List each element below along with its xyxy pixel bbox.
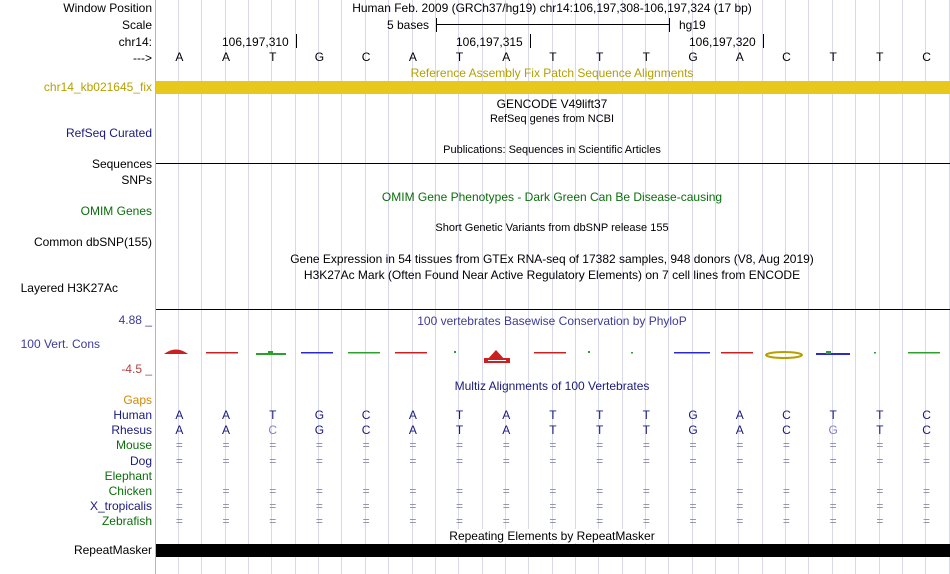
fix-patch-track-title: Reference Assembly Fix Patch Sequence Alignments [410,66,694,80]
alignment-base: = [315,499,323,514]
base-letter: G [314,50,325,64]
species-label[interactable]: Elephant [104,468,152,483]
alignment-base: C [922,423,931,438]
alignment-base: T [549,423,557,438]
species-label[interactable]: X_tropicalis [89,499,152,514]
alignment-base: G [314,423,325,438]
alignment-base: = [642,438,650,453]
alignment-base: = [502,484,510,498]
alignment-base: = [782,453,790,468]
alignment-base: = [175,499,183,514]
alignment-base: = [596,499,604,514]
alignment-base: = [502,499,510,514]
alignment-base: A [735,408,744,422]
species-label[interactable]: Mouse [115,438,152,453]
base-letter: A [735,50,744,64]
coord-tick [296,34,297,48]
h3k27ac-track-label[interactable]: Layered H3K27Ac [20,281,118,295]
base-letter: A [222,50,231,64]
base-letter: A [502,50,511,64]
alignment-base: = [876,514,884,529]
coord-tick [530,34,531,48]
alignment-base: = [923,499,931,514]
alignment-base: = [175,438,183,453]
h3k27ac-baseline [156,309,950,310]
coord-tick-label: 106,197,310 [222,35,289,49]
alignment-base: = [876,438,884,453]
alignment-base: = [502,453,510,468]
alignment-base: = [549,499,557,514]
alignment-base: = [642,453,650,468]
alignment-base: = [549,484,557,498]
scale-db: hg19 [679,18,706,32]
phylop-track-label[interactable]: 100 Vert. Cons [20,337,100,351]
alignment-base: = [782,514,790,529]
alignment-base: = [689,484,697,498]
alignment-base: = [409,514,417,529]
alignment-base: = [596,453,604,468]
alignment-base: = [876,453,884,468]
alignment-base: = [549,438,557,453]
base-letter: A [175,50,184,64]
alignment-base: = [923,453,931,468]
alignment-base: A [502,423,511,438]
alignment-base: A [502,408,511,422]
base-letter: A [408,50,417,64]
alignment-base: T [642,423,651,438]
repeatmasker-track-title: Repeating Elements by RepeatMasker [449,529,655,543]
base-letter: T [549,50,557,64]
alignment-base: = [269,438,277,453]
alignment-base: = [829,453,837,468]
alignment-base: A [408,408,417,422]
alignment-base: = [642,514,650,529]
alignment-base: = [596,484,604,498]
alignment-base: = [829,499,837,514]
alignment-base: = [315,514,323,529]
dbsnp-track-label[interactable]: Common dbSNP(155) [33,235,152,249]
publications-track-title: Publications: Sequences in Scientific Articles [443,144,661,156]
repeatmasker-bar[interactable] [156,544,950,557]
window-position-text: Human Feb. 2009 (GRCh37/hg19) chr14:106,197,308-106,197,324 (17 bp) [352,1,752,15]
alignment-base: A [408,423,417,438]
coord-tick-label: 106,197,315 [456,35,523,49]
alignment-base: = [409,453,417,468]
alignment-base: = [549,453,557,468]
species-label[interactable]: Zebrafish [101,514,152,529]
alignment-base: T [269,408,277,422]
alignment-base: = [549,514,557,529]
fix-patch-alignment-bar[interactable] [156,81,950,94]
alignment-base: = [175,484,183,498]
alignment-base: = [923,514,931,529]
alignment-base: = [502,438,510,453]
alignment-base: = [736,514,744,529]
alignment-base: = [315,484,323,498]
alignment-base: = [456,499,464,514]
scale-bar [437,24,669,25]
base-letter: G [688,50,698,64]
alignment-base: = [222,499,230,514]
base-letter: T [455,50,464,64]
species-label[interactable]: Human [113,408,152,422]
alignment-base: = [175,453,183,468]
alignment-base: = [269,484,277,498]
publications-track-line [156,163,950,164]
alignment-base: = [409,438,417,453]
alignment-base: = [642,499,650,514]
alignment-base: T [876,408,884,422]
alignment-base: = [689,438,697,453]
alignment-base: = [456,453,464,468]
alignment-base: = [689,453,697,468]
alignment-base: = [362,438,370,453]
alignment-base: T [549,408,557,422]
alignment-base: C [782,408,791,422]
coord-tick [763,34,764,48]
phylop-logo [156,340,950,370]
alignment-base: T [595,408,604,422]
alignment-base: = [456,484,464,498]
alignment-base: G [688,408,698,422]
alignment-base: T [455,408,464,422]
alignment-base: C [782,423,791,438]
alignment-base: C [361,408,371,422]
alignment-base: = [689,514,697,529]
alignment-base: = [456,514,464,529]
alignment-base: A [735,423,744,438]
alignment-base: = [222,438,230,453]
alignment-base: = [736,484,744,498]
alignment-base: = [222,514,230,529]
gtex-track-title: Gene Expression in 54 tissues from GTEx RNA-seq of 17382 samples, 948 donors (V8, Aug 2019) [290,252,814,266]
alignment-base: = [362,484,370,498]
base-letter: C [361,50,371,64]
alignment-base: = [736,438,744,453]
alignment-base: T [455,423,464,438]
refseq-track-label[interactable]: RefSeq Curated [65,126,152,140]
alignment-base: = [362,499,370,514]
alignment-base: = [222,484,230,498]
alignment-base: = [642,484,650,498]
scale-label: Scale [121,18,152,32]
snps-group-label[interactable]: SNPs [121,173,152,187]
refseq-track-title: RefSeq genes from NCBI [489,113,615,125]
strand-label: ---> [133,51,152,65]
chrom-label: chr14: [118,35,152,49]
phylop-max-label: 4.88 _ [118,313,152,327]
omim-track-title: OMIM Gene Phenotypes - Dark Green Can Be Disease-causing [381,190,723,204]
alignment-base: = [456,438,464,453]
scale-bar-right-tick [669,18,670,32]
dbsnp-track-title: Short Genetic Variants from dbSNP release 155 [435,222,669,234]
alignment-base: = [409,499,417,514]
alignment-base: = [409,484,417,498]
alignment-base: A [175,408,184,422]
base-letter: T [829,50,837,64]
alignment-base: = [269,514,277,529]
alignment-base: T [876,423,884,438]
window-position-label: Window Position [63,1,152,15]
species-label[interactable]: Chicken [108,484,152,498]
alignment-base: A [222,408,231,422]
base-letter: C [922,50,931,64]
alignment-base: = [315,453,323,468]
alignment-base: = [829,514,837,529]
alignment-base: = [175,514,183,529]
alignment-base: = [876,484,884,498]
base-letter: T [876,50,884,64]
alignment-base: = [502,514,510,529]
base-letter: T [269,50,277,64]
alignment-base: = [782,438,790,453]
fix-patch-track-label[interactable]: chr14_kb021645_fix [43,80,152,94]
alignment-base: = [596,438,604,453]
alignment-base: = [362,514,370,529]
alignment-base: G [314,408,325,422]
alignment-base: T [595,423,604,438]
species-label[interactable]: Rhesus [111,423,152,438]
base-letter: C [782,50,791,64]
coord-tick-label: 106,197,320 [689,35,756,49]
alignment-base: = [269,499,277,514]
alignment-base: A [175,423,184,438]
alignment-base: = [315,438,323,453]
h3k27ac-track-title: H3K27Ac Mark (Often Found Near Active Regulatory Elements) on 7 cell lines from ENCODE [303,268,801,282]
base-letter: T [642,50,651,64]
alignment-base: = [782,499,790,514]
alignment-base: G [828,423,838,438]
species-label[interactable]: Dog [129,453,152,468]
alignment-base: = [923,438,931,453]
alignment-base: T [829,408,837,422]
scale-bases: 5 bases [387,18,430,32]
alignment-base: = [782,484,790,498]
alignment-base: = [736,453,744,468]
repeatmasker-track-label[interactable]: RepeatMasker [73,543,152,557]
publications-track-label[interactable]: Sequences [91,157,152,171]
alignment-base: = [736,499,744,514]
alignment-base: = [689,499,697,514]
scale-bar-left-tick [436,18,437,32]
alignment-base: = [222,453,230,468]
alignment-base: C [361,423,371,438]
phylop-track-title: 100 vertebrates Basewise Conservation by PhyloP [417,314,687,328]
alignment-base: G [688,423,698,438]
alignment-base: = [596,514,604,529]
base-letter: T [595,50,604,64]
alignment-base: T [642,408,651,422]
alignment-base: = [923,484,931,498]
gencode-track-title: GENCODE V49lift37 [496,97,608,111]
multiz-track-title: Multiz Alignments of 100 Vertebrates [454,379,650,393]
omim-track-label[interactable]: OMIM Genes [80,204,152,218]
alignment-base: = [876,499,884,514]
alignment-base: = [362,453,370,468]
phylop-min-label: -4.5 _ [121,362,152,376]
alignment-base: A [222,423,231,438]
alignment-base: = [829,438,837,453]
alignment-base: C [922,408,931,422]
alignment-base: = [269,453,277,468]
multiz-gaps-label: Gaps [123,393,152,407]
alignment-base: = [829,484,837,498]
alignment-base: C [268,423,278,438]
